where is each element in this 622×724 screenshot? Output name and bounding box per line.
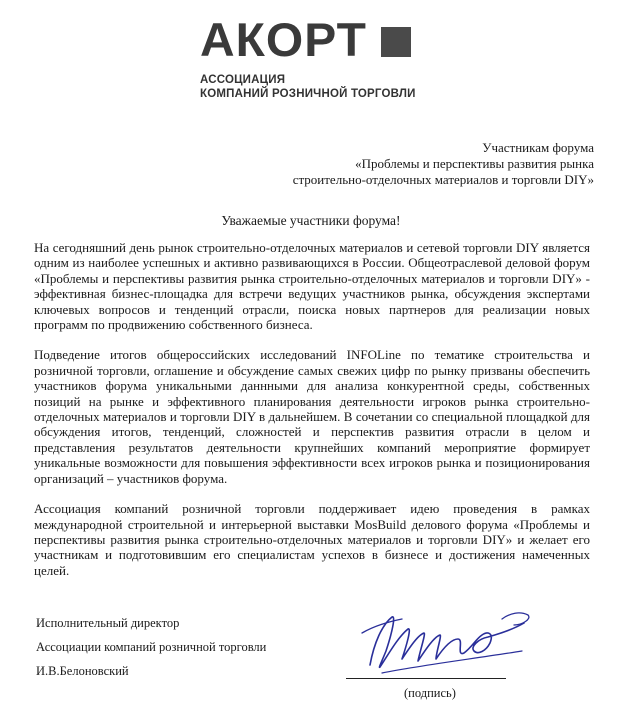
signature-line <box>346 678 506 679</box>
letter-body <box>34 240 590 593</box>
addressee-block <box>234 140 594 188</box>
addressee-line: Участникам форума <box>482 140 594 155</box>
logo-square-icon <box>381 27 411 57</box>
logo-text: АКОРТ <box>200 13 367 66</box>
org-name-line1: АССОЦИАЦИЯ <box>200 74 286 86</box>
signatory-title: Исполнительный директор <box>36 616 180 630</box>
paragraph: На сегодняшний день рынок строительно-отделочных материалов и сетевой торговли DIY является одним из наиболее успешных и активно развивающихся в России. Общеотраслевой деловой форум «Проблемы и перспективы развития рынка строительно-отделочных материалов и торговли DIY» - эффективная бизнес-площадка для встречи ведущих участников рынка, обсуждения экспертами ключевых вопросов и тенденций отрасли, поиска новых партнеров для реализации новых программ по продвижению собственного бизнеса. <box>34 240 590 333</box>
addressee-line: «Проблемы и перспективы развития рынка <box>355 156 594 171</box>
addressee-line: строительно-отделочных материалов и торговли DIY» <box>292 172 594 187</box>
salutation: Уважаемые участники форума! <box>221 213 401 228</box>
signatory-name: И.В.Белоновский <box>36 664 129 678</box>
org-name-line2: КОМПАНИЙ РОЗНИЧНОЙ ТОРГОВЛИ <box>200 88 416 100</box>
signatory-organization: Ассоциации компаний розничной торговли <box>36 640 267 654</box>
handwritten-signature <box>352 603 542 679</box>
letterhead <box>200 14 440 114</box>
paragraph: Ассоциация компаний розничной торговли поддерживает идею проведения в рамках международной строительной и интерьерной выставки MosBuild делового форума «Проблемы и перспективы развития рынка строительно-отделочных материалов и торговли DIY» и желает его участникам и подготовившим его специалистам успехов в бизнесе и достижения намеченных целей. <box>34 501 590 578</box>
signature-caption: (подпись) <box>404 686 456 700</box>
paragraph: Подведение итогов общероссийских исследований INFOLine по тематике строительства и розничной торговли, оглашение и обсуждение самых свежих цифр по рынку призваны обеспечить участников форума уникальными даннными для анализа конкурентной среды, собственных позиций на рынке и эффективного планирования деятельности игроков рынка строительно-отделочных материалов и торговли DIY в дальнейшем. В сочетании со специальной площадкой для обсуждения итогов, тенденций, сложностей и перспектив развития отрасли в целом и представления результатов деятельности крупнейших компаний мероприятие формирует уникальные возможности для повышения эффективности всех игроков рынка и позиционирования организаций – участников форума. <box>34 347 590 486</box>
